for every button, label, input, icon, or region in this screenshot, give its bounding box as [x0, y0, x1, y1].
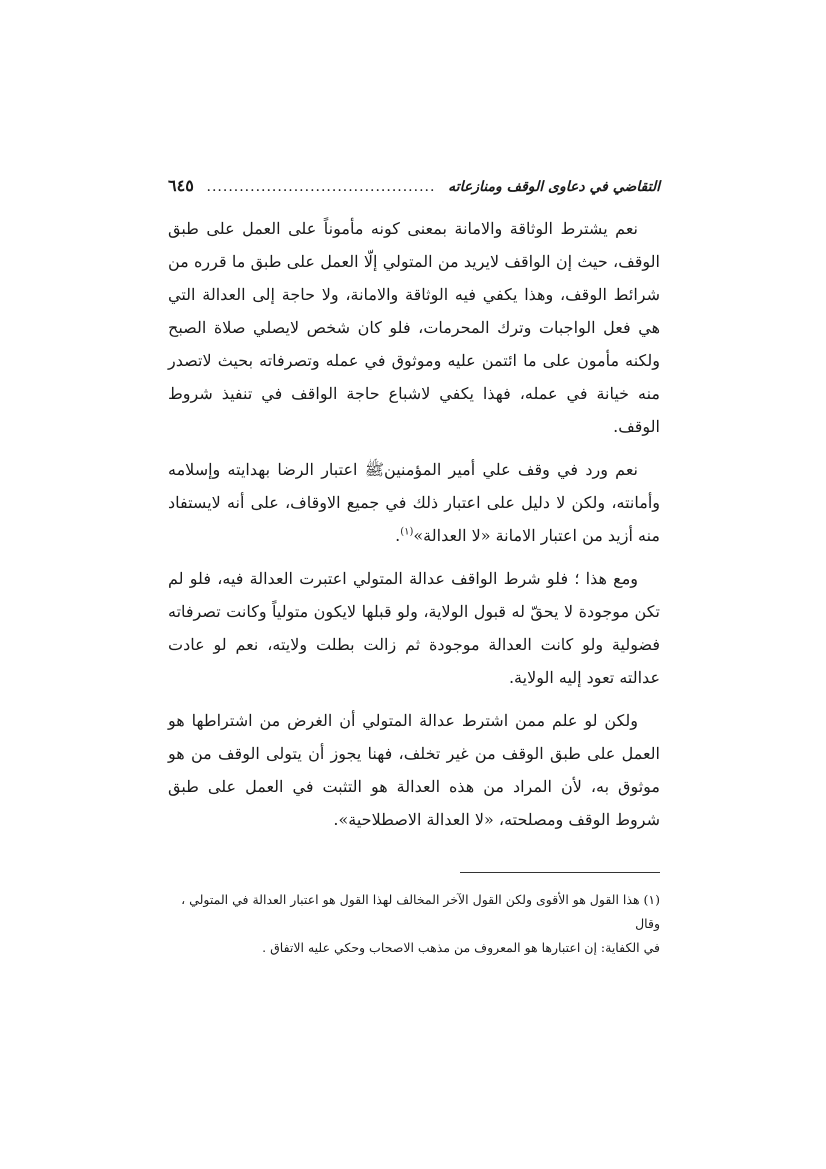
- paragraph: ومع هذا ؛ فلو شرط الواقف عدالة المتولي اعتبرت العدالة فيه، فلو لم تكن موجودة لا يحقّ له قبول الولاية، ولو قبلها لايكون متولياً وكانت تصرفاته فضولية ولو كانت العدالة موجودة ثم زالت بطلت ولايته، نعم لو عادت عدالته تعود إليه الولاية.: [168, 569, 660, 687]
- paragraph-text: نعم ورد في وقف علي أمير المؤمنينﷺ اعتبار الرضا بهدايته وإسلامه وأمانته، ولكن لا دليل على اعتبار ذلك في جميع الاوقاف، على أنه لايستفاد منه أزيد من اعتبار الامانة «لا العدالة»: [168, 460, 660, 545]
- paragraph: نعم يشترط الوثاقة والامانة بمعنى كونه مأموناً على العمل على طبق الوقف، حيث إن الواقف لايريد من المتولي إلّا العمل على طبق ما قرره من شرائط الوقف، وهذا يكفي فيه الوثاقة والامانة، ولا حاجة إلى العدالة التي هي فعل الواجبات وترك المحرمات، فلو كان شخص لايصلي صلاة الصبح ولكنه مأمون على ما ائتمن عليه وموثوق في عمله وتصرفاته بحيث لاتصدر منه خيانة في عمله، فهذا يكفي لاشباع حاجة الواقف في تنفيذ شروط الوقف.: [168, 219, 660, 436]
- body-text: [168, 212, 660, 846]
- footnote-line: (١) هذا القول هو الأقوى ولكن القول الآخر المخالف لهذا القول هو اعتبار العدالة في المتولي ، وقال: [181, 892, 660, 931]
- paragraph: ولكن لو علم ممن اشترط عدالة المتولي أن الغرض من اشتراطها هو العمل على طبق الوقف من غير تخلف، فهنا يجوز أن يتولى الوقف من هو موثوق به، لأن المراد من هذه العدالة هو التثبت في العمل على طبق شروط الوقف ومصلحته، «لا العدالة الاصطلاحية».: [168, 711, 660, 829]
- paragraph: [168, 453, 660, 552]
- leader-dots: ..........................................: [206, 179, 436, 195]
- running-title: التقاضي في دعاوى الوقف ومنازعاته: [448, 179, 660, 195]
- footnote-marker: (١): [400, 526, 414, 538]
- footnote-line: في الكفاية: إن اعتبارها هو المعروف من مذهب الاصحاب وحكي عليه الاتفاق .: [262, 940, 660, 955]
- paragraph-end: .: [395, 526, 401, 545]
- page-number: ٦٤٥: [168, 176, 194, 195]
- running-header: [168, 176, 660, 204]
- footnote-divider: [460, 872, 660, 873]
- footnotes: [168, 888, 660, 960]
